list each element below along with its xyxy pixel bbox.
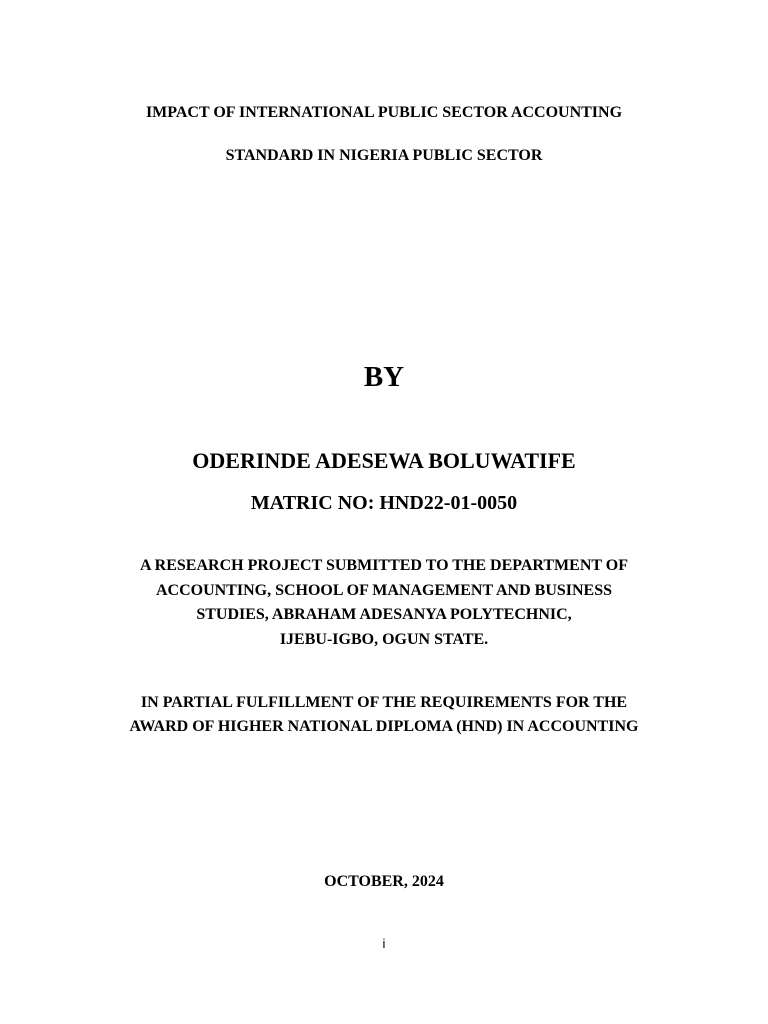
submission-line-1: A RESEARCH PROJECT SUBMITTED TO THE DEPARTMENT OF bbox=[140, 557, 628, 574]
title-line-1: IMPACT OF INTERNATIONAL PUBLIC SECTOR ACCOUNTING bbox=[145, 104, 623, 121]
fulfillment-line-2: AWARD OF HIGHER NATIONAL DIPLOMA (HND) IN ACCOUNTING bbox=[129, 718, 639, 735]
submission-line-4: IJEBU-IGBO, OGUN STATE. bbox=[279, 631, 489, 648]
submission-line-3: STUDIES, ABRAHAM ADESANYA POLYTECHNIC, bbox=[196, 606, 572, 623]
author-name: ODERINDE ADESEWA BOLUWATIFE bbox=[192, 448, 576, 473]
submission-date: OCTOBER, 2024 bbox=[324, 873, 444, 890]
matric-number: MATRIC NO: HND22-01-0050 bbox=[250, 492, 518, 514]
page-number: i bbox=[382, 936, 386, 951]
title-line-2: STANDARD IN NIGERIA PUBLIC SECTOR bbox=[225, 147, 543, 164]
fulfillment-line-1: IN PARTIAL FULFILLMENT OF THE REQUIREMENTS FOR THE bbox=[140, 694, 628, 711]
by-label: BY bbox=[363, 361, 405, 393]
submission-line-2: ACCOUNTING, SCHOOL OF MANAGEMENT AND BUSINESS bbox=[155, 582, 613, 599]
